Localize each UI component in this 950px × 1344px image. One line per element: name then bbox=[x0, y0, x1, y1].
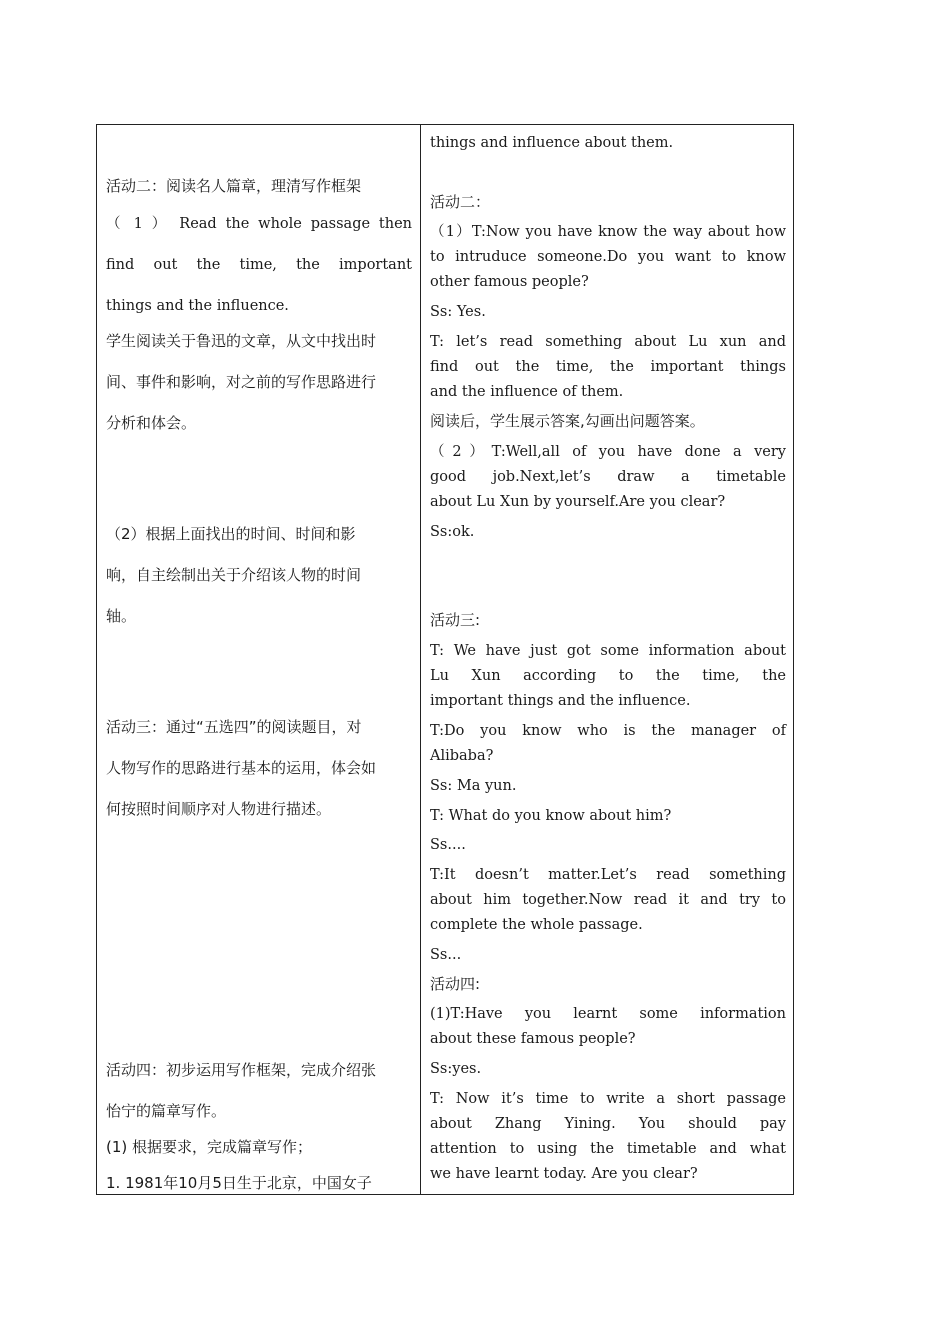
right-line: about him together.Now read it and try to bbox=[430, 892, 786, 908]
right-line: to intruduce someone.Do you want to know bbox=[430, 249, 786, 265]
left-line: (1) 根据要求，完成篇章写作； bbox=[106, 1138, 313, 1156]
right-line: other famous people? bbox=[430, 274, 589, 290]
right-line: T: What do you know about him? bbox=[430, 808, 672, 824]
left-line: 1. 1981年10月5日生于北京，中国女子 bbox=[106, 1174, 372, 1192]
right-line: things and influence about them. bbox=[430, 135, 674, 151]
left-line: 活动二：阅读名人篇章，理清写作框架 bbox=[106, 177, 362, 195]
left-line: 活动四：初步运用写作框架，完成介绍张 bbox=[106, 1061, 377, 1079]
teacher-activity-column bbox=[421, 125, 793, 1194]
right-line: important things and the influence. bbox=[430, 693, 691, 709]
right-line: we have learnt today. Are you clear? bbox=[430, 1166, 698, 1182]
right-line: Lu Xun according to the time, the bbox=[430, 668, 786, 684]
right-line: （1）T:Now you have know the way about how bbox=[430, 224, 786, 240]
right-line: T:It doesn’t matter.Let’s read something bbox=[430, 867, 786, 883]
right-line: 活动三: bbox=[430, 611, 481, 629]
right-line: good job.Next,let’s draw a timetable bbox=[430, 469, 786, 485]
right-line: T: let’s read something about Lu xun and bbox=[430, 334, 786, 350]
lesson-table bbox=[96, 124, 794, 1195]
left-line: 活动三：通过“五选四”的阅读题目，对 bbox=[106, 718, 362, 736]
right-line: (1)T:Have you learnt some information bbox=[430, 1006, 786, 1022]
right-line: complete the whole passage. bbox=[430, 917, 643, 933]
right-line: T:Do you know who is the manager of bbox=[430, 723, 786, 739]
right-line: about these famous people? bbox=[430, 1031, 636, 1047]
right-line: Ss:yes. bbox=[430, 1061, 482, 1077]
right-line: find out the time, the important things bbox=[430, 359, 786, 375]
right-line: T: We have just got some information about bbox=[430, 643, 786, 659]
right-line: Ss... bbox=[430, 947, 462, 963]
right-line: Ss.... bbox=[430, 837, 466, 853]
student-activity-column bbox=[97, 125, 420, 1194]
right-line: 活动二： bbox=[430, 193, 491, 211]
right-line: 活动四: bbox=[430, 975, 481, 993]
right-line: attention to using the timetable and what bbox=[430, 1141, 786, 1157]
right-line: about Lu Xun by yourself.Are you clear? bbox=[430, 494, 726, 510]
right-line: Ss: Ma yun. bbox=[430, 778, 517, 794]
left-line: （ 1 ） Read the whole passage then bbox=[106, 216, 412, 232]
right-line: Ss: Yes. bbox=[430, 304, 486, 320]
right-line: about Zhang Yining. You should pay bbox=[430, 1116, 786, 1132]
left-line: 怡宁的篇章写作。 bbox=[106, 1102, 227, 1120]
right-line: 阅读后，学生展示答案,勾画出问题答案。 bbox=[430, 412, 705, 430]
left-line: 分析和体会。 bbox=[106, 414, 197, 432]
right-line: Ss:ok. bbox=[430, 524, 475, 540]
left-line: find out the time, the important bbox=[106, 257, 412, 273]
left-line: 响，自主绘制出关于介绍该人物的时间 bbox=[106, 566, 362, 584]
left-line: 学生阅读关于鲁迅的文章，从文中找出时 bbox=[106, 332, 377, 350]
left-line: （2）根据上面找出的时间、时间和影 bbox=[106, 525, 356, 543]
left-line: 轴。 bbox=[106, 607, 137, 625]
left-line: 人物写作的思路进行基本的运用，体会如 bbox=[106, 759, 377, 777]
left-line: 何按照时间顺序对人物进行描述。 bbox=[106, 800, 332, 818]
left-line: things and the influence. bbox=[106, 298, 289, 314]
right-line: T: Now it’s time to write a short passage bbox=[430, 1091, 786, 1107]
left-line: 间、事件和影响，对之前的写作思路进行 bbox=[106, 373, 377, 391]
right-line: （2）T:Well,all of you have done a very bbox=[430, 444, 786, 460]
right-line: and the influence of them. bbox=[430, 384, 624, 400]
right-line: Alibaba? bbox=[430, 748, 494, 764]
